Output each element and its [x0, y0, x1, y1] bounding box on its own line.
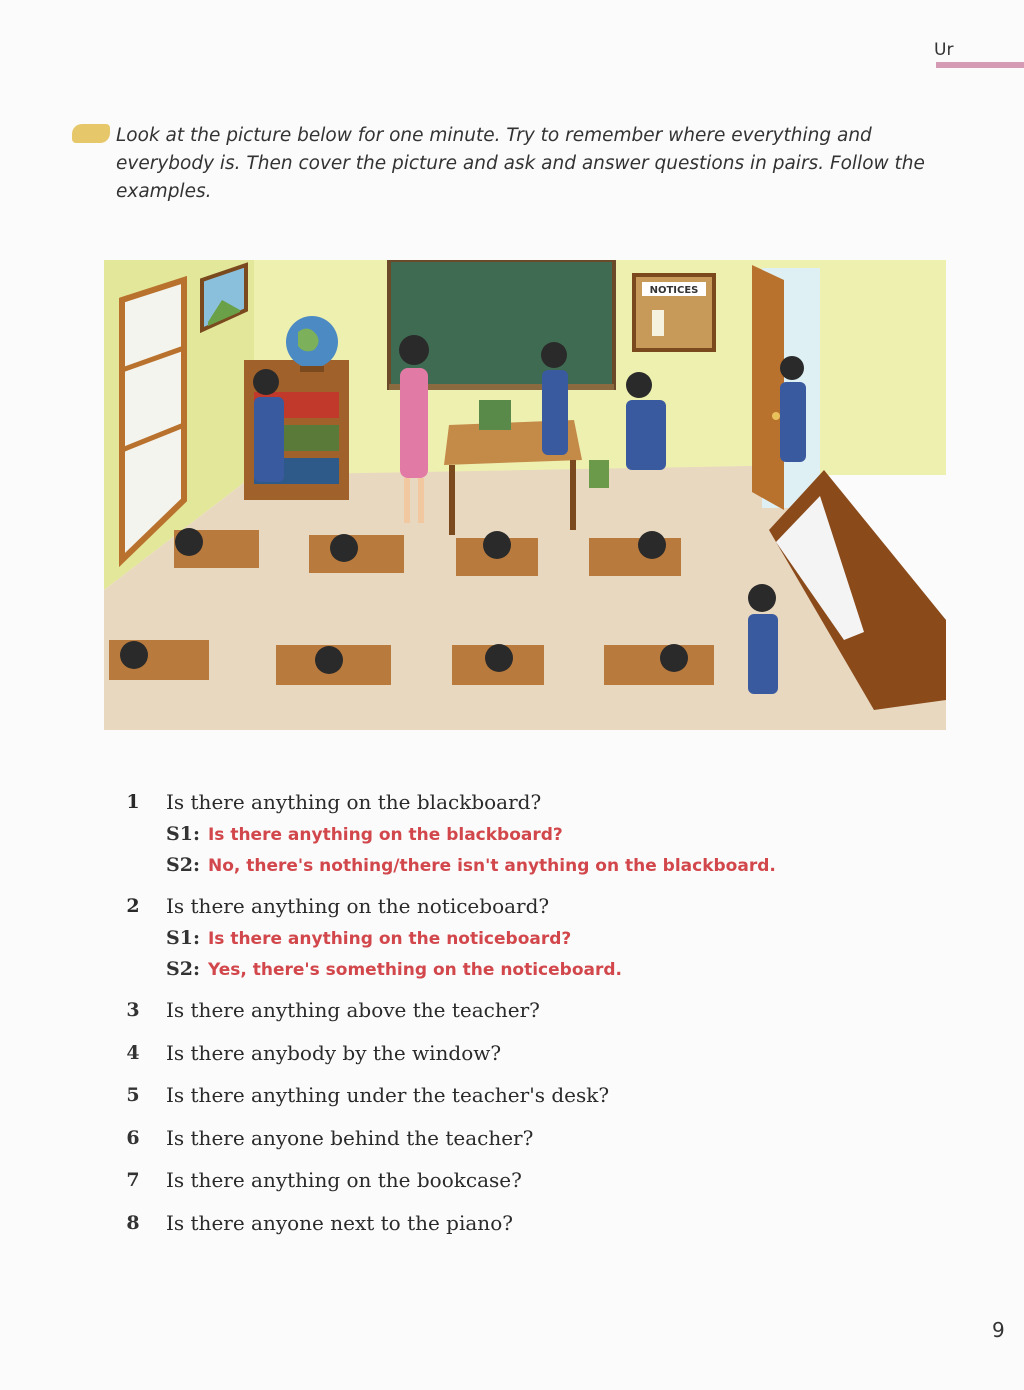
instruction-marker [72, 124, 110, 143]
speaker-label: S2: [166, 958, 200, 980]
unit-tab-bar [936, 62, 1024, 68]
speaker-label: S2: [166, 854, 200, 876]
student-at-door [780, 356, 806, 462]
question-number: 7 [126, 1169, 140, 1191]
question-item [118, 1165, 918, 1208]
question-number: 5 [126, 1084, 140, 1106]
question-text: Is there anyone next to the piano? [166, 1210, 513, 1235]
example-answer: No, there's nothing/there isn't anything on the blackboard. [207, 856, 776, 876]
question-text: Is there anything above the teacher? [166, 998, 540, 1022]
question-number: 1 [126, 791, 140, 813]
question-text: Is there anything on the bookcase? [166, 1168, 522, 1192]
question-number: 2 [126, 895, 140, 917]
question-item [118, 1123, 918, 1166]
question-text: Is there anybody by the window? [166, 1040, 502, 1065]
example-answer: Yes, there's something on the noticeboard. [207, 960, 622, 980]
waste-bin [589, 460, 609, 488]
question-text: Is there anything under the teacher's desk? [166, 1083, 610, 1107]
question-text: Is there anyone behind the teacher? [166, 1125, 534, 1150]
instructions-text: Look at the picture below for one minute. Try to remember where everything and everybody is. Then cover the picture and ask and answer questions in pairs. Follow the examples. [116, 125, 925, 202]
student-at-blackboard [541, 342, 568, 455]
question-item [118, 1038, 918, 1081]
question-item [118, 1208, 918, 1251]
example-1 [118, 787, 918, 891]
question-number: 6 [126, 1126, 140, 1149]
question-item [118, 995, 918, 1038]
question-item [118, 1080, 918, 1123]
student-by-piano [748, 584, 778, 694]
question-list [118, 787, 918, 1250]
unit-tab: Ur [934, 40, 954, 60]
example-answer: Is there anything on the noticeboard? [207, 929, 572, 949]
example-2 [118, 891, 918, 995]
question-text: Is there anything on the noticeboard? [166, 894, 550, 918]
question-number: 4 [126, 1041, 140, 1064]
speaker-label: S1: [166, 823, 200, 845]
speaker-label: S1: [166, 927, 200, 949]
notices-label: NOTICES [649, 285, 699, 296]
question-text: Is there anything on the blackboard? [166, 790, 542, 814]
question-number: 3 [126, 999, 140, 1021]
noticeboard [634, 275, 714, 350]
page-number: 9 [992, 1318, 1005, 1342]
classroom-illustration [104, 260, 946, 730]
question-number: 8 [126, 1211, 140, 1234]
example-answer: Is there anything on the blackboard? [207, 825, 563, 845]
